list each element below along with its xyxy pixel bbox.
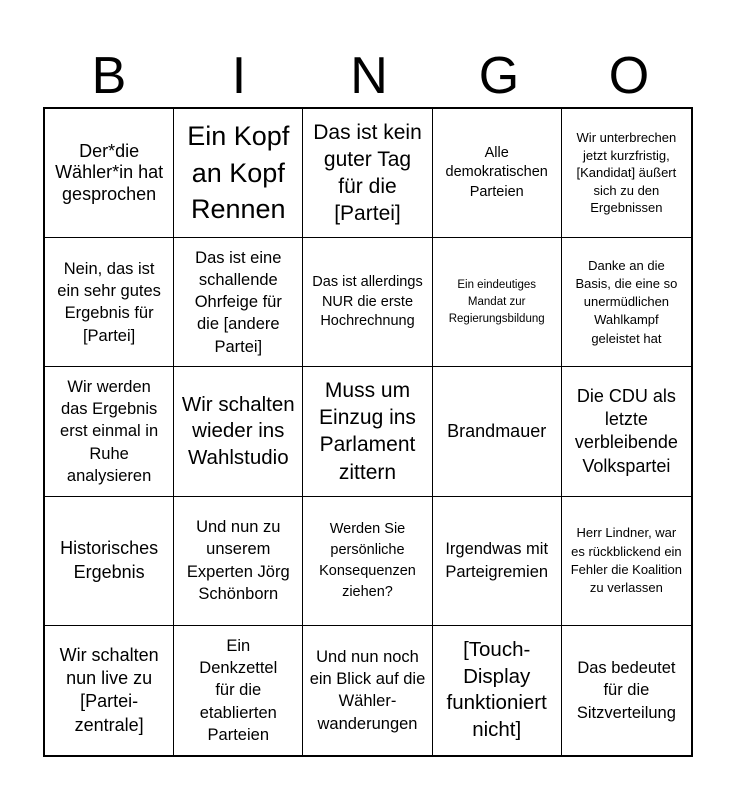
bingo-cell[interactable] — [562, 626, 691, 755]
cell-text: Das ist kein guter Tag für die [Partei] — [313, 120, 422, 226]
bingo-cell[interactable] — [433, 109, 562, 238]
cell-text: Danke an die Basis, die eine so unermüdlichen Wahlkampf geleistet hat — [575, 257, 678, 346]
bingo-cell[interactable] — [562, 367, 691, 496]
bingo-cell[interactable] — [433, 238, 562, 367]
bingo-cell[interactable] — [303, 109, 432, 238]
header-letter-i: I — [231, 47, 247, 105]
cell-text: Das bedeutet für die Sitzverteilung — [576, 658, 676, 722]
bingo-cell[interactable] — [174, 497, 303, 626]
cell-text: Die CDU als letzte verbleibende Volkspartei — [574, 385, 678, 476]
bingo-cell[interactable] — [303, 497, 432, 626]
cell-text: Das ist eine schallende Ohrfeige für die [andere Partei] — [194, 248, 282, 356]
cell-text: Werden Sie persönliche Konsequenzen ziehen? — [319, 520, 416, 600]
cell-text: Und nun noch ein Blick auf die Wähler-wanderungen — [309, 647, 426, 733]
cell-text: Alle demokratischen Parteien — [445, 144, 548, 200]
bingo-cell[interactable] — [433, 626, 562, 755]
header-letter-o: O — [608, 47, 650, 105]
bingo-cell[interactable] — [45, 109, 174, 238]
bingo-cell[interactable] — [303, 626, 432, 755]
cell-text: Ein eindeutiges Mandat zur Regierungsbildung — [448, 279, 545, 325]
bingo-cell[interactable] — [562, 497, 691, 626]
bingo-cell[interactable] — [174, 238, 303, 367]
cell-text: Brandmauer — [447, 420, 547, 441]
cell-text: Nein, das ist ein sehr gutes Ergebnis für [Partei] — [57, 259, 161, 345]
bingo-cell[interactable] — [45, 626, 174, 755]
cell-text: [Touch-Display funktioniert nicht] — [446, 638, 547, 742]
bingo-cell[interactable] — [174, 367, 303, 496]
bingo-grid — [43, 107, 693, 757]
cell-text: Ein Denkzettel für die etablierten Parteien — [199, 636, 278, 744]
cell-text: Irgendwas mit Parteigremien — [445, 540, 549, 581]
bingo-header — [44, 46, 694, 106]
cell-text: Muss um Einzug ins Parlament zittern — [319, 378, 416, 484]
bingo-cell[interactable] — [45, 238, 174, 367]
cell-text: Wir werden das Ergebnis erst einmal in Ruhe analysieren — [60, 377, 159, 485]
bingo-cell[interactable] — [45, 367, 174, 496]
bingo-cell[interactable] — [303, 238, 432, 367]
header-letter-b: B — [91, 47, 127, 105]
cell-text: Wir schalten wieder ins Wahlstudio — [181, 392, 295, 469]
bingo-cell[interactable] — [303, 367, 432, 496]
cell-text: Und nun zu unserem Experten Jörg Schönborn — [186, 518, 290, 603]
bingo-cell[interactable] — [562, 238, 691, 367]
cell-text: Der*die Wähler*in hat gesprochen — [55, 140, 164, 204]
bingo-cell[interactable] — [433, 367, 562, 496]
bingo-cell[interactable] — [433, 497, 562, 626]
bingo-cell[interactable] — [562, 109, 691, 238]
cell-text: Herr Lindner, war es rückblickend ein Fehler die Koalition zu verlassen — [570, 525, 683, 595]
bingo-cell[interactable] — [174, 109, 303, 238]
bingo-cell[interactable] — [45, 497, 174, 626]
cell-text: Historisches Ergebnis — [60, 538, 159, 582]
cell-text: Wir schalten nun live zu [Partei-zentrale] — [59, 644, 159, 735]
cell-text: Wir unterbrechen jetzt kurzfristig, [Kandidat] äußert sich zu den Ergebnissen — [576, 130, 677, 216]
cell-text: Das ist allerdings NUR die erste Hochrechnung — [312, 273, 423, 330]
header-letter-g: G — [478, 47, 520, 105]
cell-text: Ein Kopf an Kopf Rennen — [187, 121, 290, 225]
header-letter-n: N — [350, 47, 388, 105]
bingo-cell[interactable] — [174, 626, 303, 755]
